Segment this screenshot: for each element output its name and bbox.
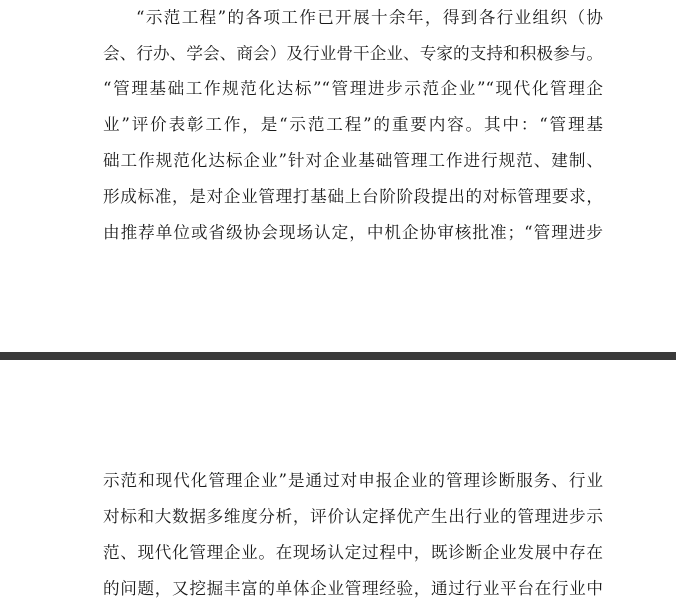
paragraph-line: 由推荐单位或省级协会现场认定，中机企协审核批准；“管理进步: [103, 223, 603, 242]
paragraph-line: 础工作规范化达标企业”针对企业基础管理工作进行规范、建制、: [103, 151, 603, 170]
paragraph-line: 形成标准，是对企业管理打基础上台阶阶段提出的对标管理要求，: [103, 187, 603, 206]
paragraph-line: 示范和现代化管理企业”是通过对申报企业的管理诊断服务、行业: [103, 471, 603, 490]
paragraph-line: 的问题，又挖掘丰富的单体企业管理经验，通过行业平台在行业中: [103, 579, 603, 598]
paragraph-line: 范、现代化管理企业。在现场认定过程中，既诊断企业发展中存在: [103, 543, 603, 562]
document-page-bottom: [0, 360, 676, 606]
paragraph-line: 对标和大数据多维度分析，评价认定择优产生出行业的管理进步示: [103, 507, 603, 526]
paragraph-line: “管理基础工作规范化达标”“管理进步示范企业”“现代化管理企: [103, 79, 603, 98]
paragraph-line: 会、行办、学会、商会）及行业骨干企业、专家的支持和积极参与。: [103, 44, 603, 63]
paragraph-line: 业”评价表彰工作，是“示范工程”的重要内容。其中：“管理基: [103, 115, 603, 134]
paragraph-line: “示范工程”的各项工作已开展十余年，得到各行业组织（协: [136, 8, 603, 27]
page-break-divider: [0, 352, 676, 360]
